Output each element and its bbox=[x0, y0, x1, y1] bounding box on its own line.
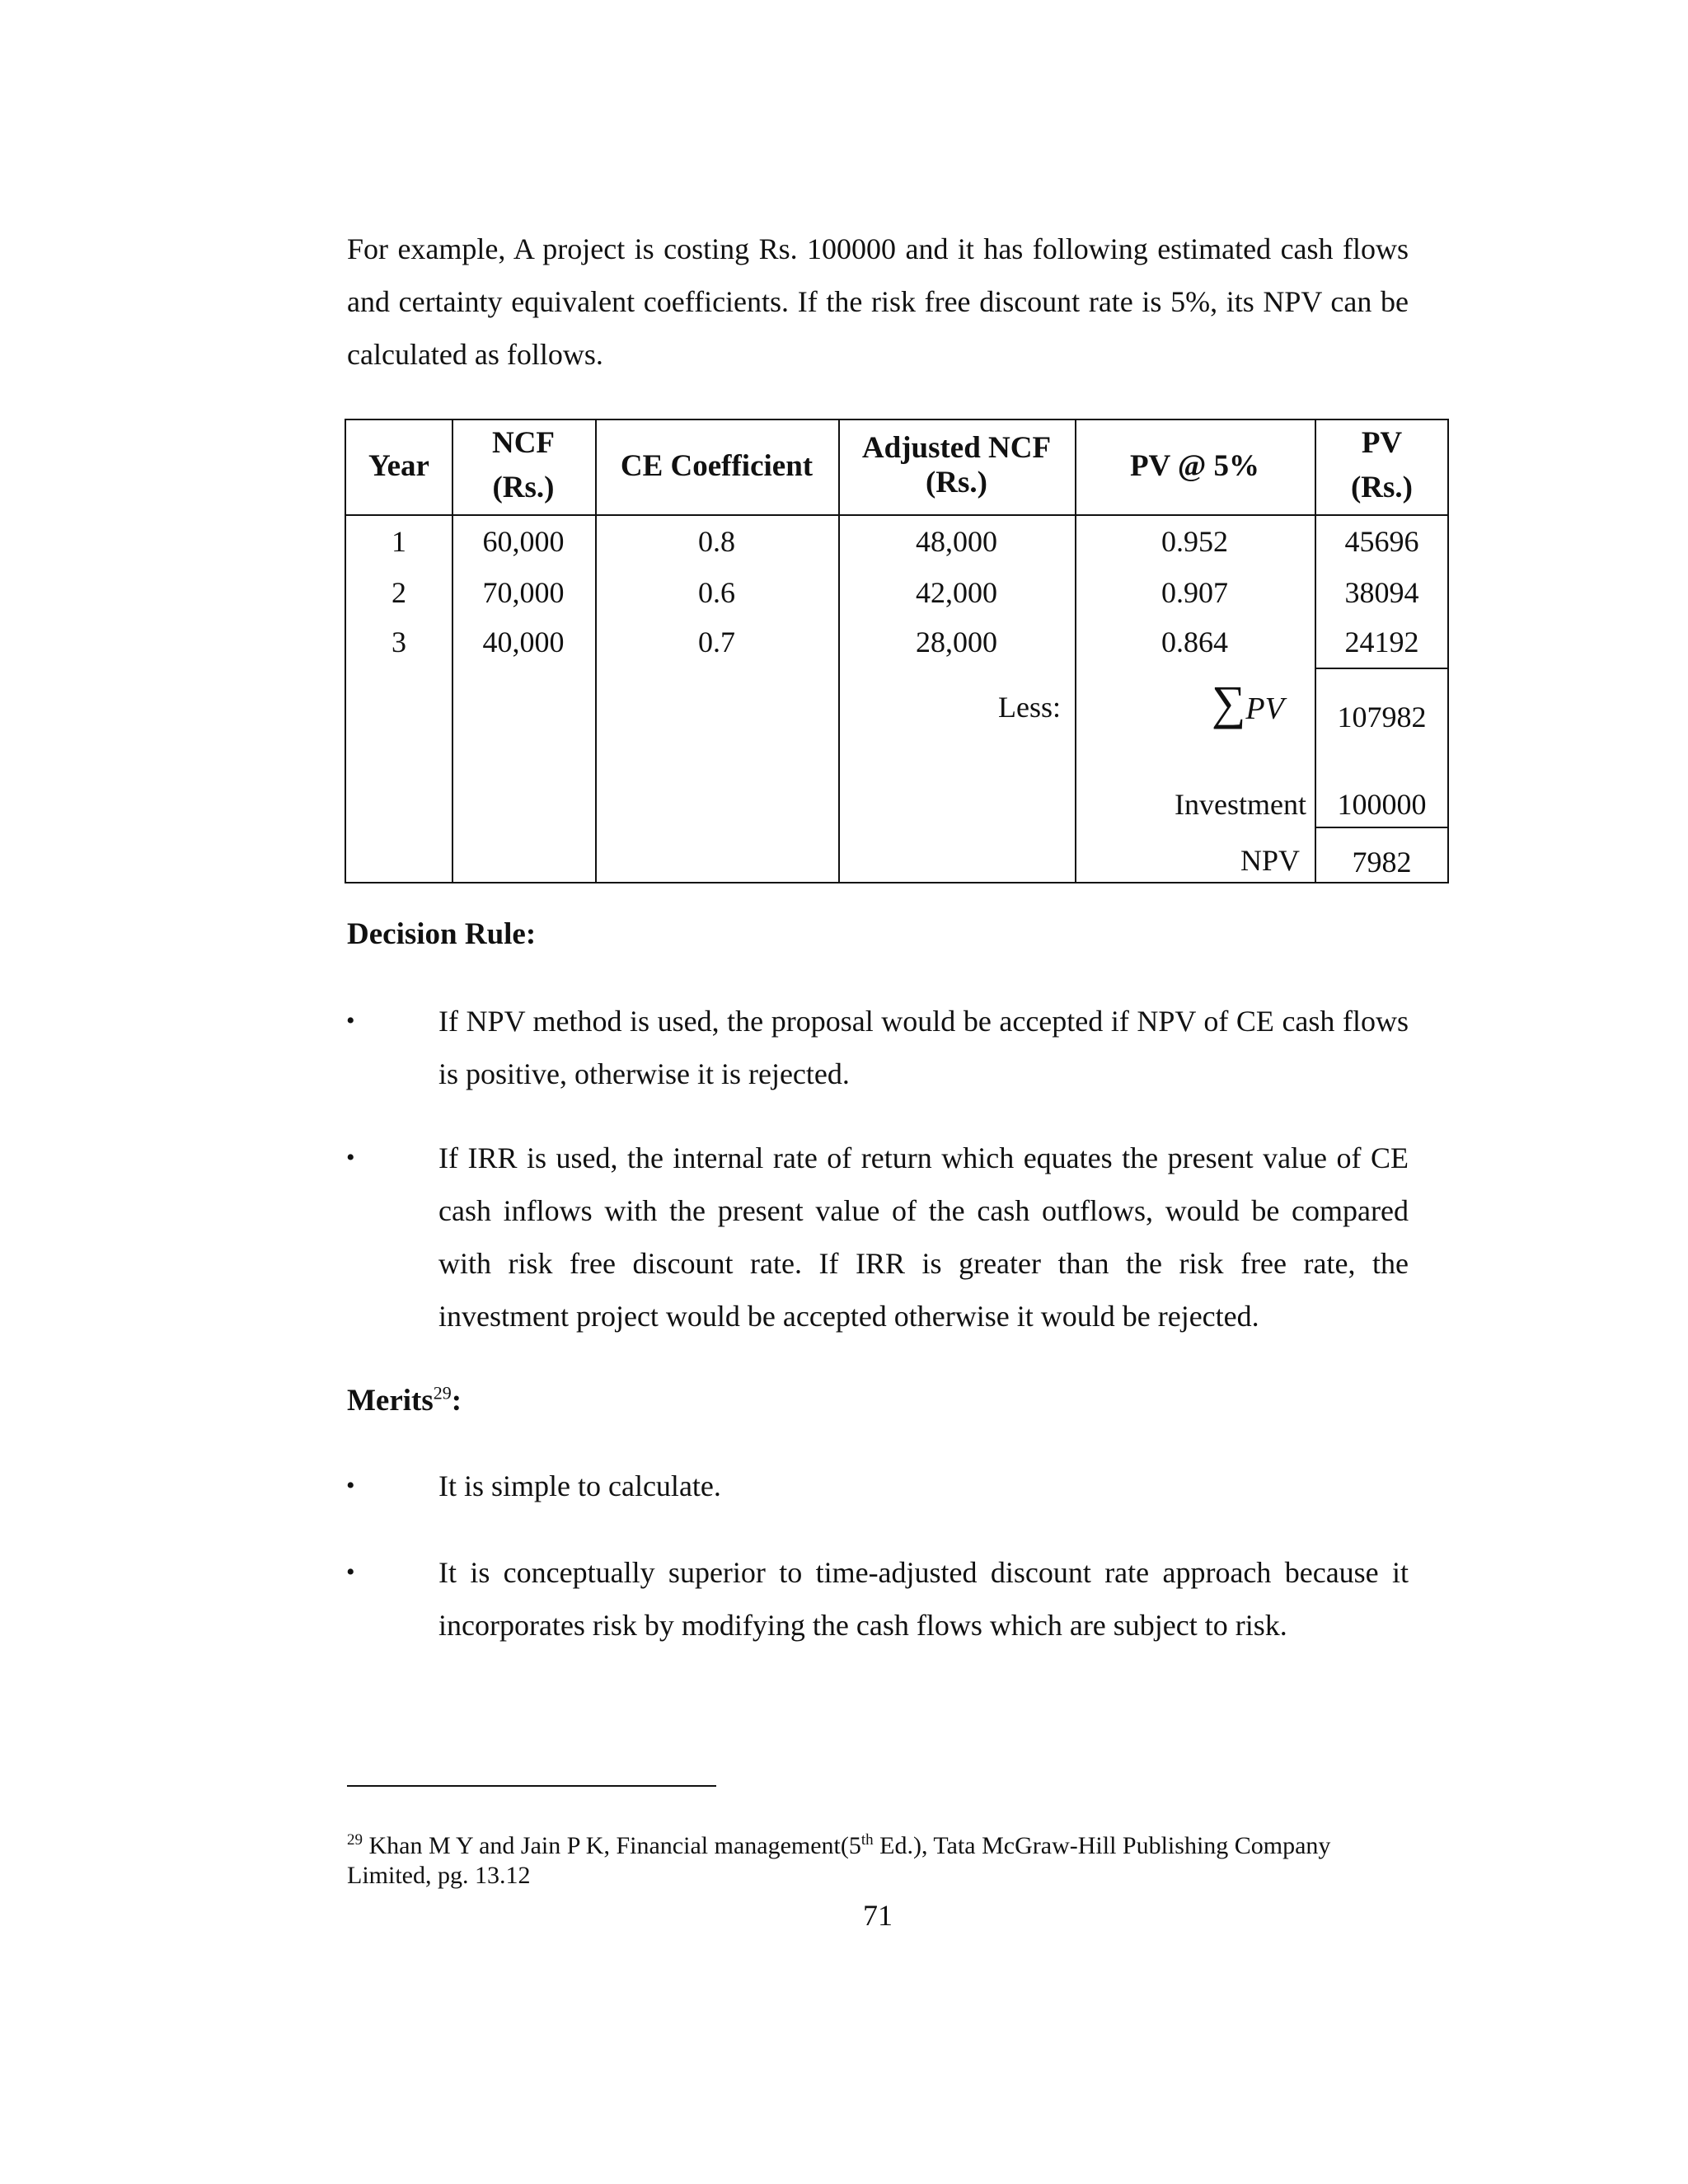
row1-adjusted-ncf: 48,000 bbox=[916, 525, 997, 558]
footnote-text-end: Ed.), Tata McGraw-Hill Publishing Company Limited, pg. 13.12 bbox=[347, 1832, 1331, 1889]
row3-ncf: 40,000 bbox=[482, 626, 565, 658]
intro-paragraph: For example, A project is costing Rs. 100000 and it has following estimated cash flows and certainty equivalent coefficients. If the risk free discount rate is 5%, its NPV can be calculated as follows. bbox=[347, 232, 1409, 371]
row3-pv-factor: 0.864 bbox=[1161, 626, 1228, 658]
merits-item: It is conceptually superior to time-adjusted discount rate approach because it incorporates risk by modifying the cash flows which are subject to risk. bbox=[438, 1556, 1409, 1642]
footnote-superscript: th bbox=[860, 1831, 874, 1849]
row2-pv-factor: 0.907 bbox=[1161, 576, 1228, 609]
row1-pv-factor: 0.952 bbox=[1161, 525, 1228, 558]
row3-year: 3 bbox=[392, 626, 406, 658]
header-pv-rate: PV @ 5% bbox=[1129, 449, 1260, 483]
row2-adjusted-ncf: 42,000 bbox=[916, 576, 997, 609]
header-pv-unit: (Rs.) bbox=[1350, 471, 1413, 504]
sigma-pv-label: PV bbox=[1245, 691, 1284, 726]
footnote-number: 29 bbox=[347, 1831, 363, 1849]
decision-rule-item: If NPV method is used, the proposal would be accepted if NPV of CE cash flows is positive, otherwise it is rejected. bbox=[438, 1005, 1409, 1090]
header-pv: PV bbox=[1361, 426, 1403, 460]
footnote-separator bbox=[347, 1785, 716, 1787]
row1-year: 1 bbox=[392, 525, 406, 558]
npv-label: NPV bbox=[1240, 844, 1300, 877]
decision-rule-item: If IRR is used, the internal rate of return which equates the present value of CE cash inflows with the present value of the cash outflows, would be compared with risk free discount rate. If IRR is greater than the risk free rate, the investment project would be accepted otherwise it would be rejected. bbox=[438, 1141, 1409, 1333]
row1-ncf: 60,000 bbox=[482, 525, 565, 558]
npv-value: 7982 bbox=[1352, 846, 1412, 879]
investment-label: Investment bbox=[1175, 788, 1306, 821]
sum-pv-value: 107982 bbox=[1337, 701, 1427, 733]
row3-adjusted-ncf: 28,000 bbox=[916, 626, 997, 658]
header-year: Year bbox=[368, 449, 429, 483]
merits-heading-colon: : bbox=[451, 1384, 462, 1418]
row2-pv: 38094 bbox=[1344, 576, 1419, 609]
header-ncf-unit: (Rs.) bbox=[492, 471, 555, 504]
row1-pv: 45696 bbox=[1344, 525, 1419, 558]
row2-ncf: 70,000 bbox=[482, 576, 565, 609]
merits-heading-text: Merits bbox=[347, 1384, 434, 1418]
bullet-symbol: • bbox=[346, 1558, 355, 1586]
bullet-symbol: • bbox=[346, 1472, 355, 1499]
page-number: 71 bbox=[863, 1899, 893, 1932]
decision-rule-heading: Decision Rule: bbox=[347, 917, 537, 951]
row2-year: 2 bbox=[392, 576, 406, 609]
row2-ce: 0.6 bbox=[698, 576, 735, 609]
row3-pv: 24192 bbox=[1344, 626, 1419, 658]
header-adjusted-ncf-unit: (Rs.) bbox=[925, 466, 987, 499]
table-npv-divider bbox=[1315, 827, 1447, 828]
footnote bbox=[347, 1831, 1418, 1891]
sigma-symbol: ∑ bbox=[1212, 676, 1246, 729]
header-adjusted-ncf: Adjusted NCF bbox=[861, 431, 1052, 465]
investment-value: 100000 bbox=[1337, 788, 1427, 821]
less-label: Less: bbox=[998, 691, 1061, 724]
row1-ce: 0.8 bbox=[698, 525, 735, 558]
row3-ce: 0.7 bbox=[698, 626, 735, 658]
ce-npv-table bbox=[345, 419, 1449, 883]
footnote-reference: 29 bbox=[433, 1382, 452, 1404]
bullet-symbol: • bbox=[346, 1007, 355, 1034]
header-ncf: NCF bbox=[491, 426, 556, 460]
footnote-text-start: Khan M Y and Jain P K, Financial management(5 bbox=[363, 1832, 861, 1859]
sigma-pv bbox=[1212, 676, 1284, 729]
merits-heading bbox=[347, 1383, 462, 1419]
bullet-symbol: • bbox=[346, 1144, 355, 1171]
header-ce-coefficient: CE Coefficient bbox=[620, 449, 814, 483]
merits-item: It is simple to calculate. bbox=[438, 1469, 721, 1502]
table-sum-divider bbox=[1315, 668, 1447, 669]
table-header-divider bbox=[346, 514, 1447, 516]
